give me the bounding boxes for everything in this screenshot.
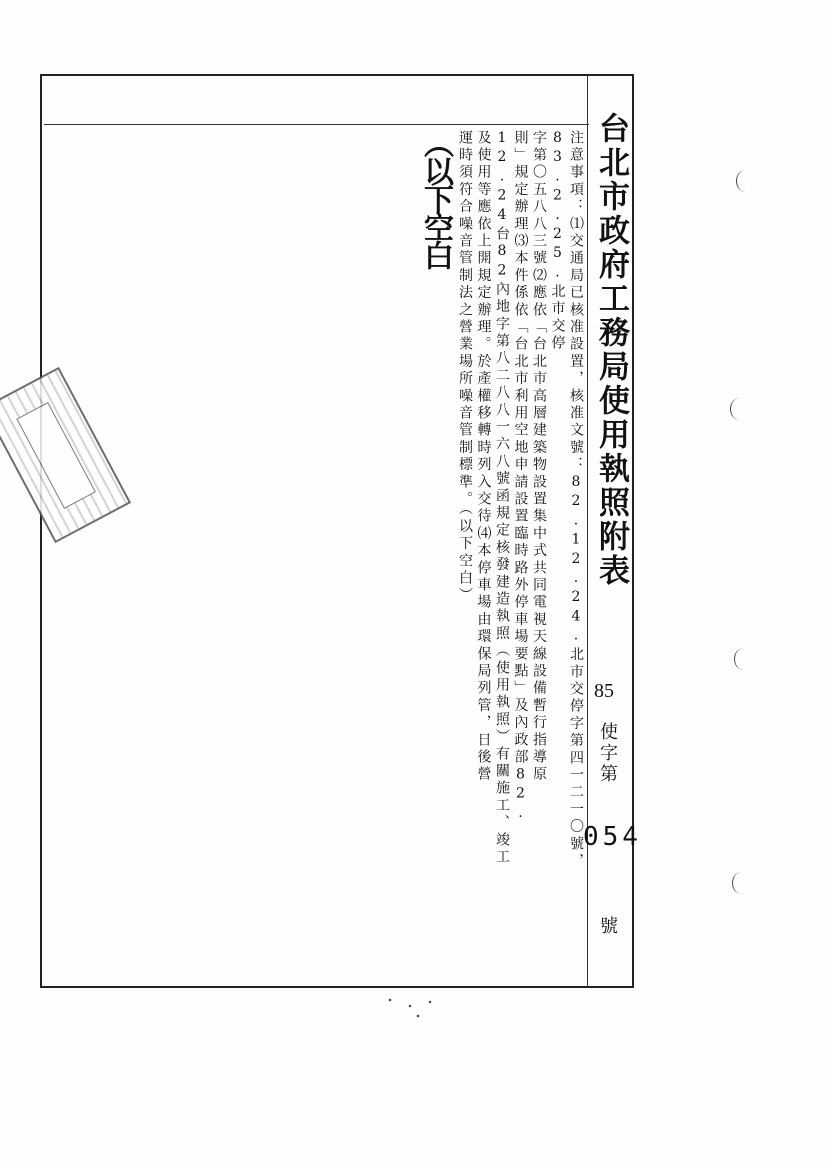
binding-hole bbox=[736, 170, 755, 192]
permit-sequence: 054 bbox=[583, 822, 642, 852]
notes-line: 則」規定辦理⑶本件係依「台北市利用空地申請設置臨時路外停車場要點」及內政部82. bbox=[512, 130, 529, 824]
permit-word: 使字第 bbox=[597, 722, 618, 785]
binding-hole bbox=[732, 872, 751, 894]
notes-line: 12.24台82內地字第八二八八一六八號函規定核發建造執照（使用執照）有關施工、竣工 bbox=[494, 130, 510, 867]
permit-year: 85 bbox=[594, 680, 614, 702]
notes-block bbox=[455, 130, 585, 980]
binding-hole bbox=[730, 398, 749, 420]
handwritten-note: （以下空白 bbox=[418, 128, 453, 268]
permit-suffix: 號 bbox=[597, 916, 618, 934]
notes-line: 注意事項：⑴交通局已核准設置，核准文號：82.12.24.北市交停字第四一二一〇號，83.2.25.北市交停 bbox=[549, 130, 584, 871]
notes-line: 及使用等應依上開規定辦理。於產權移轉時列入交待⑷本停車場由環保局列管，日後營 bbox=[475, 130, 492, 784]
seal-stamp-inner bbox=[16, 402, 96, 509]
binding-hole bbox=[734, 648, 753, 670]
notes-line: 字第〇五八八三號⑵應依「台北市高層建築物設置集中式共同電視天線設備暫行指導原 bbox=[531, 130, 547, 784]
scan-specks bbox=[380, 992, 440, 1022]
notes-line: 運時須符合噪音管制法之營業場所噪音管制標準。（以下空白） bbox=[457, 130, 473, 605]
frame-top-rule bbox=[44, 124, 589, 125]
document-title: 台北市政府工務局使用執照附表 bbox=[593, 112, 629, 588]
